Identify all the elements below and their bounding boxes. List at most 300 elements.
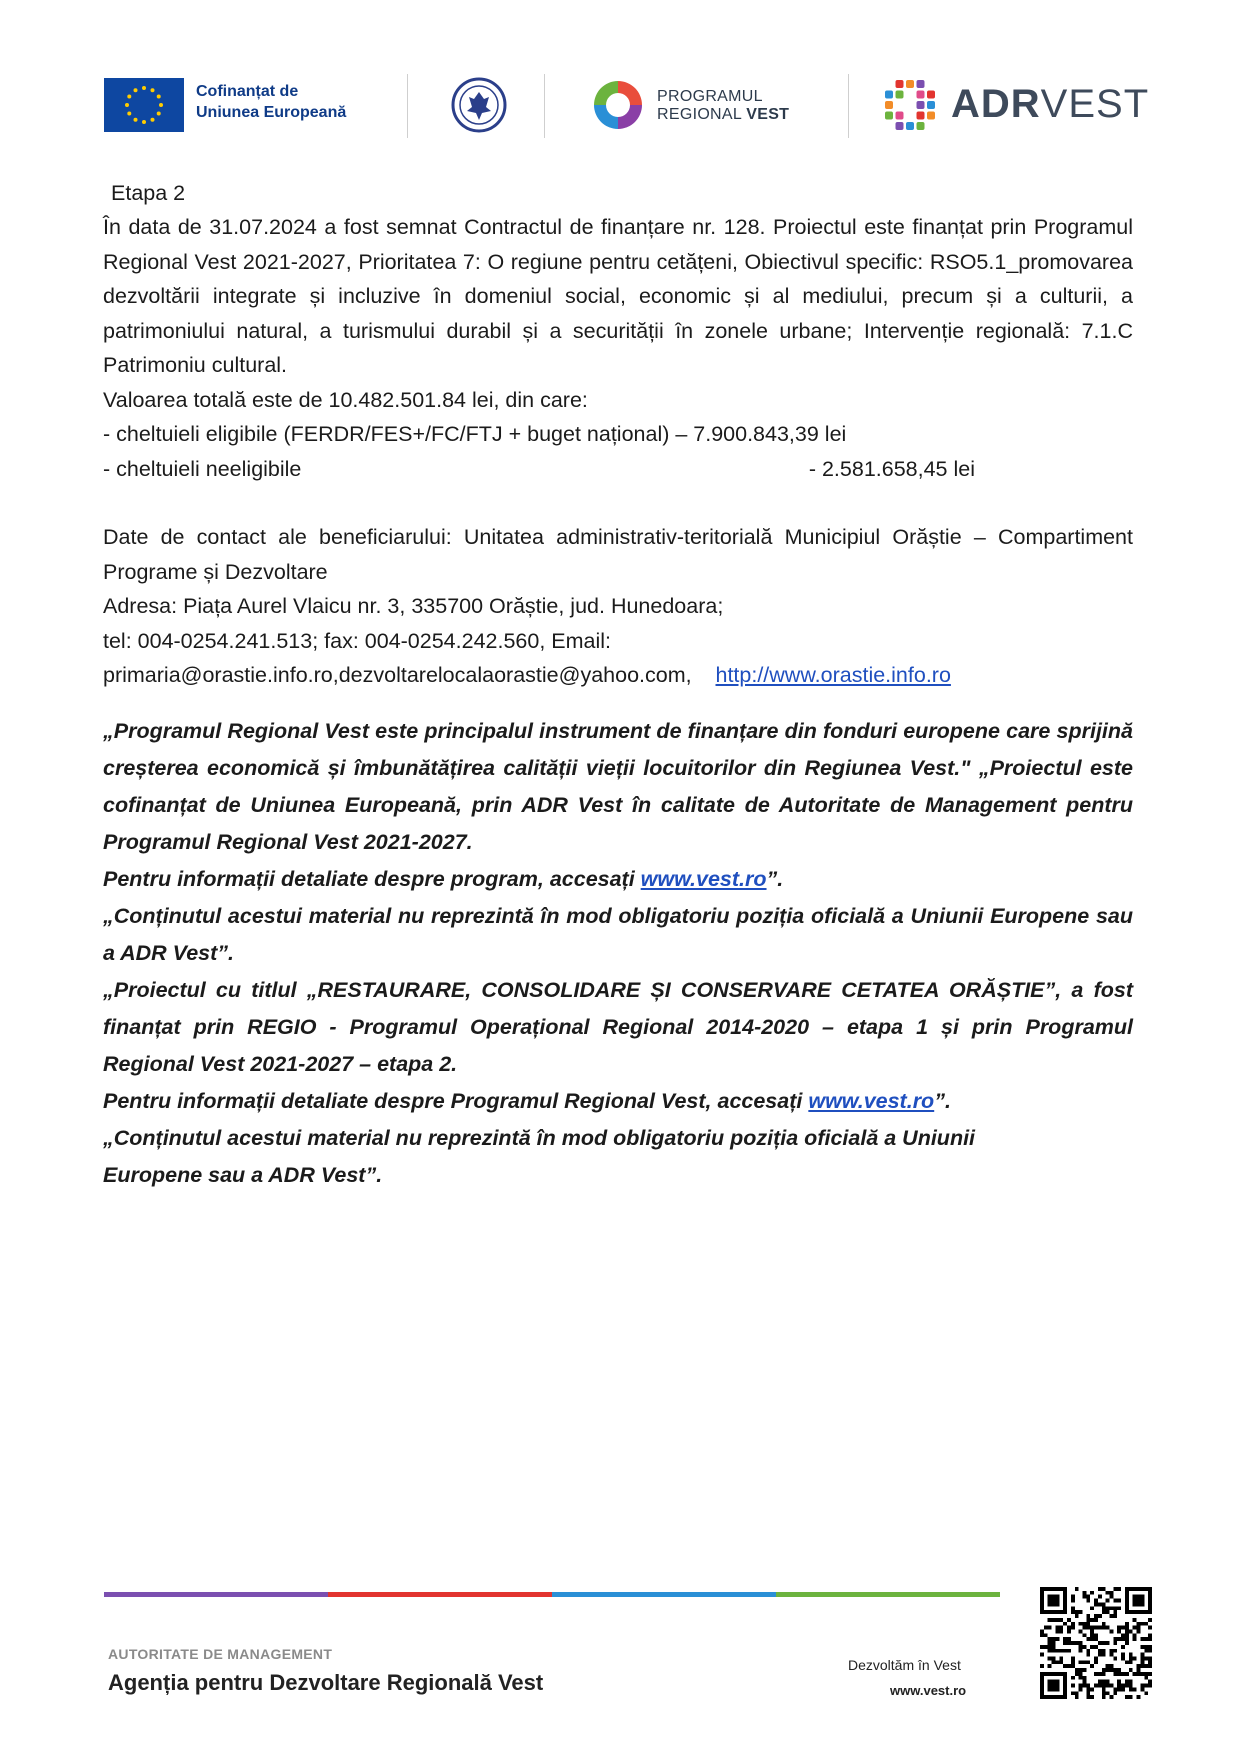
eu-star — [127, 95, 131, 99]
website-link[interactable]: http://www.orastie.info.ro — [715, 663, 951, 687]
qr-module — [1063, 1637, 1067, 1641]
total-value-line: Valoarea totală este de 10.482.501.84 lei, din care: — [103, 387, 588, 412]
qr-module — [1102, 1668, 1106, 1672]
qr-module — [1098, 1595, 1102, 1599]
qr-module — [1102, 1653, 1106, 1657]
qr-module — [1140, 1672, 1144, 1676]
prv-text-line1: PROGRAMUL — [657, 88, 763, 105]
qr-module — [1129, 1660, 1133, 1664]
qr-module — [1129, 1695, 1133, 1699]
qr-module — [1086, 1622, 1090, 1626]
qr-module — [1052, 1657, 1056, 1661]
footer-bar-blue — [552, 1592, 776, 1597]
email-line — [103, 658, 1133, 693]
eu-star — [157, 112, 161, 116]
qr-module — [1090, 1664, 1094, 1668]
qr-module — [1082, 1684, 1086, 1688]
qr-module — [1090, 1695, 1094, 1699]
qr-module — [1094, 1602, 1098, 1606]
adr-logo-dot — [885, 91, 893, 99]
qr-module — [1079, 1649, 1083, 1653]
qr-module — [1098, 1684, 1102, 1688]
adr-logo-dot — [896, 112, 904, 120]
qr-module — [1102, 1680, 1106, 1684]
logo-divider — [848, 74, 849, 138]
qr-module — [1129, 1687, 1133, 1691]
qr-module — [1082, 1645, 1086, 1649]
project-notice: „Proiectul cu titlul „RESTAURARE, CONSOLIDARE ȘI CONSERVARE CETATEA ORĂȘTIE”, a fost finanțat prin REGIO - Programul Operațional Regional 2014-2020 – etapa 1 și prin Programul Regional Vest 2021-2027 – etapa 2. — [103, 977, 1133, 1076]
eu-star — [134, 88, 138, 92]
qr-module — [1140, 1657, 1144, 1661]
qr-module — [1048, 1595, 1060, 1607]
qr-module — [1113, 1691, 1117, 1695]
adr-logo-dot — [927, 101, 935, 109]
qr-module — [1055, 1629, 1059, 1633]
qr-module — [1110, 1591, 1114, 1595]
qr-module — [1079, 1645, 1083, 1649]
eu-star — [142, 120, 146, 124]
qr-module — [1110, 1653, 1114, 1657]
qr-module — [1052, 1618, 1056, 1622]
qr-module — [1137, 1668, 1141, 1672]
qr-module — [1137, 1695, 1141, 1699]
eu-star — [151, 88, 155, 92]
qr-module — [1040, 1633, 1044, 1637]
qr-module — [1090, 1626, 1094, 1630]
qr-module — [1140, 1653, 1144, 1657]
qr-module — [1079, 1641, 1083, 1645]
qr-module — [1048, 1680, 1060, 1692]
qr-module — [1063, 1622, 1067, 1626]
qr-module — [1090, 1633, 1094, 1637]
program-notice: „Programul Regional Vest este principalul instrument de finanțare din fonduri europene care sprijină creșterea economică și îmbunătățirea calității vieții locuitorilor din Regiunea Vest." „Proiectul este cofinanțat de Uniunea Europeană, prin ADR Vest în calitate de Autoritate de Management pentru Programul Regional Vest 2021-2027. — [103, 718, 1133, 854]
qr-module — [1144, 1691, 1148, 1695]
qr-module — [1106, 1610, 1110, 1614]
qr-module — [1075, 1695, 1079, 1699]
qr-module — [1075, 1668, 1079, 1672]
qr-module — [1067, 1641, 1071, 1645]
address-line: Adresa: Piața Aurel Vlaicu nr. 3, 335700 Orăștie, jud. Hunedoara; — [103, 594, 724, 618]
email-addresses: primaria@orastie.info.ro,dezvoltarelocalaorastie@yahoo.com, — [103, 663, 692, 687]
qr-module — [1048, 1649, 1052, 1653]
qr-module — [1113, 1637, 1117, 1641]
qr-module — [1075, 1641, 1079, 1645]
qr-module — [1094, 1660, 1098, 1664]
qr-module — [1121, 1687, 1125, 1691]
qr-module — [1144, 1622, 1148, 1626]
qr-module — [1067, 1637, 1071, 1641]
qr-module — [1117, 1684, 1121, 1688]
qr-module — [1117, 1629, 1121, 1633]
qr-module — [1137, 1626, 1141, 1630]
qr-module — [1129, 1653, 1133, 1657]
qr-module — [1106, 1626, 1110, 1630]
qr-module — [1148, 1680, 1152, 1684]
qr-module — [1110, 1606, 1114, 1610]
qr-module — [1113, 1657, 1117, 1661]
qr-module — [1113, 1606, 1117, 1610]
qr-module — [1117, 1672, 1121, 1676]
prv-text-line2: REGIONAL — [657, 106, 747, 123]
qr-module — [1121, 1684, 1125, 1688]
qr-module — [1144, 1637, 1148, 1641]
qr-module — [1129, 1657, 1133, 1661]
qr-module — [1110, 1664, 1114, 1668]
qr-module — [1133, 1626, 1137, 1630]
qr-module — [1082, 1676, 1086, 1680]
qr-module — [1113, 1668, 1117, 1672]
qr-module — [1133, 1637, 1137, 1641]
adr-text-bold: ADR — [951, 82, 1041, 126]
qr-module — [1098, 1614, 1102, 1618]
qr-module — [1098, 1587, 1102, 1591]
adr-logo-dot — [885, 101, 893, 109]
qr-module — [1117, 1637, 1121, 1641]
qr-module — [1067, 1618, 1071, 1622]
qr-module — [1102, 1606, 1106, 1610]
qr-module — [1140, 1645, 1144, 1649]
qr-module — [1094, 1645, 1098, 1649]
qr-module — [1052, 1649, 1056, 1653]
adr-logo-dot — [917, 80, 925, 88]
qr-module — [1140, 1687, 1144, 1691]
document-body — [103, 176, 1133, 1194]
qr-module — [1140, 1637, 1144, 1641]
qr-module — [1106, 1591, 1110, 1595]
footer-tagline: Dezvoltăm în Vest — [848, 1657, 961, 1673]
qr-module — [1090, 1629, 1094, 1633]
qr-module — [1079, 1660, 1083, 1664]
phone-line: tel: 004-0254.241.513; fax: 004-0254.242.560, Email: — [103, 628, 612, 653]
qr-module — [1102, 1649, 1106, 1653]
qr-module — [1125, 1633, 1129, 1637]
qr-module — [1082, 1595, 1086, 1599]
qr-module — [1144, 1676, 1148, 1680]
qr-module — [1044, 1645, 1048, 1649]
qr-module — [1106, 1691, 1110, 1695]
qr-module — [1106, 1680, 1110, 1684]
qr-module — [1110, 1629, 1114, 1633]
qr-module — [1110, 1649, 1114, 1653]
qr-module — [1079, 1687, 1083, 1691]
qr-module — [1148, 1664, 1152, 1668]
qr-module — [1086, 1626, 1090, 1630]
qr-module — [1071, 1595, 1075, 1599]
adr-logo-dot — [917, 101, 925, 109]
qr-module — [1137, 1629, 1141, 1633]
qr-module — [1071, 1676, 1075, 1680]
qr-module — [1086, 1695, 1090, 1699]
qr-module — [1137, 1672, 1141, 1676]
qr-module — [1071, 1610, 1075, 1614]
qr-module — [1063, 1641, 1067, 1645]
qr-module — [1121, 1626, 1125, 1630]
qr-module — [1090, 1687, 1094, 1691]
eu-text-line1: Cofinanțat de — [196, 83, 299, 100]
qr-module — [1110, 1614, 1114, 1618]
qr-module — [1086, 1649, 1090, 1653]
qr-module — [1117, 1599, 1121, 1603]
qr-module — [1040, 1653, 1044, 1657]
ineligible-costs-line — [103, 452, 975, 487]
ineligible-costs-value: - 2.581.658,45 lei — [808, 456, 975, 481]
qr-module — [1040, 1664, 1044, 1668]
qr-module — [1075, 1672, 1079, 1676]
qr-module — [1110, 1684, 1114, 1688]
qr-module — [1125, 1695, 1129, 1699]
qr-module — [1059, 1629, 1063, 1633]
qr-module — [1048, 1626, 1052, 1630]
adr-logo-dot — [917, 112, 925, 120]
qr-module — [1086, 1614, 1090, 1618]
qr-module — [1086, 1595, 1090, 1599]
qr-module — [1055, 1618, 1059, 1622]
footer-bar-red — [328, 1592, 552, 1597]
contact-paragraph: Date de contact ale beneficiarului: Unitatea administrativ-teritorială Municipiul Orăștie – Compartiment Programe și Dezvoltare — [103, 525, 1133, 584]
qr-module — [1148, 1657, 1152, 1661]
qr-module — [1144, 1649, 1148, 1653]
eu-text-line2: Uniunea Europeană — [196, 104, 347, 121]
qr-module — [1102, 1610, 1106, 1614]
qr-module — [1055, 1637, 1059, 1641]
notice-block — [103, 713, 1133, 1194]
qr-module — [1098, 1672, 1102, 1676]
qr-module — [1133, 1633, 1137, 1637]
qr-module — [1129, 1629, 1133, 1633]
qr-module — [1059, 1626, 1063, 1630]
qr-module — [1086, 1684, 1090, 1688]
qr-module — [1082, 1633, 1086, 1637]
qr-module — [1067, 1664, 1071, 1668]
qr-module — [1086, 1653, 1090, 1657]
qr-module — [1082, 1626, 1086, 1630]
qr-module — [1144, 1657, 1148, 1661]
qr-module — [1082, 1622, 1086, 1626]
qr-module — [1059, 1649, 1063, 1653]
qr-module — [1055, 1649, 1059, 1653]
qr-module — [1067, 1649, 1071, 1653]
adr-logo-dot — [917, 122, 925, 130]
qr-module — [1098, 1680, 1102, 1684]
qr-module — [1094, 1626, 1098, 1630]
qr-module — [1044, 1626, 1048, 1630]
qr-module — [1071, 1660, 1075, 1664]
qr-module — [1098, 1649, 1102, 1653]
qr-module — [1148, 1626, 1152, 1630]
qr-module — [1148, 1637, 1152, 1641]
qr-module — [1113, 1587, 1117, 1591]
qr-module — [1052, 1660, 1056, 1664]
qr-module — [1117, 1626, 1121, 1630]
qr-module — [1082, 1660, 1086, 1664]
adr-logo-dot — [917, 91, 925, 99]
qr-module — [1121, 1653, 1125, 1657]
programul-regional-vest-logo-icon — [590, 77, 646, 133]
qr-module — [1110, 1595, 1114, 1599]
logo-divider — [544, 74, 545, 138]
qr-module — [1086, 1637, 1090, 1641]
qr-module — [1052, 1645, 1056, 1649]
qr-module — [1133, 1687, 1137, 1691]
qr-module — [1086, 1691, 1090, 1695]
qr-module — [1117, 1668, 1121, 1672]
qr-module — [1106, 1684, 1110, 1688]
qr-module — [1067, 1626, 1071, 1630]
footer-bar-purple — [104, 1592, 328, 1597]
qr-module — [1079, 1684, 1083, 1688]
qr-module — [1071, 1641, 1075, 1645]
qr-module — [1125, 1641, 1129, 1645]
qr-module — [1113, 1687, 1117, 1691]
adr-logo-dot — [896, 91, 904, 99]
qr-module — [1129, 1684, 1133, 1688]
info-text-end: ”. — [766, 866, 784, 891]
vest-link-2[interactable]: www.vest.ro — [808, 1088, 935, 1113]
qr-module — [1102, 1691, 1106, 1695]
program-info-line-2 — [103, 1083, 1133, 1120]
qr-module — [1071, 1622, 1075, 1626]
qr-module — [1090, 1645, 1094, 1649]
adr-logo-dot — [927, 112, 935, 120]
qr-module — [1137, 1664, 1141, 1668]
qr-module — [1102, 1641, 1106, 1645]
qr-module — [1048, 1645, 1052, 1649]
qr-module — [1129, 1668, 1133, 1672]
eu-star — [125, 103, 129, 107]
adr-logo-dot — [906, 80, 914, 88]
eu-star — [127, 112, 131, 116]
government-seal-icon — [451, 77, 507, 133]
qr-module — [1044, 1633, 1048, 1637]
qr-module — [1048, 1657, 1052, 1661]
eu-star — [157, 95, 161, 99]
qr-module — [1106, 1664, 1110, 1668]
disclaimer-2-line2: Europene sau a ADR Vest”. — [103, 1162, 383, 1187]
qr-module — [1113, 1614, 1117, 1618]
qr-module — [1137, 1622, 1141, 1626]
qr-module — [1055, 1626, 1059, 1630]
adr-logo-dot — [896, 122, 904, 130]
qr-module — [1148, 1645, 1152, 1649]
qr-module — [1148, 1649, 1152, 1653]
management-authority-label: AUTORITATE DE MANAGEMENT — [108, 1646, 333, 1662]
eu-cofinancing-text — [196, 81, 346, 123]
info-text-end: ”. — [934, 1088, 951, 1113]
qr-module — [1125, 1622, 1129, 1626]
qr-module — [1063, 1649, 1067, 1653]
qr-module — [1113, 1599, 1117, 1603]
disclaimer-2-line1: „Conținutul acestui material nu reprezintă în mod obligatoriu poziția oficială a Uniunii — [103, 1125, 976, 1150]
qr-module — [1048, 1641, 1052, 1645]
qr-module — [1098, 1653, 1102, 1657]
qr-module — [1059, 1660, 1063, 1664]
qr-module — [1075, 1587, 1079, 1591]
qr-module — [1125, 1626, 1129, 1630]
qr-module — [1110, 1668, 1114, 1672]
qr-module — [1113, 1610, 1117, 1614]
qr-module — [1117, 1687, 1121, 1691]
qr-module — [1144, 1645, 1148, 1649]
qr-module — [1040, 1645, 1044, 1649]
qr-module — [1113, 1641, 1117, 1645]
qr-module — [1079, 1668, 1083, 1672]
qr-module — [1144, 1684, 1148, 1688]
vest-link[interactable]: www.vest.ro — [640, 866, 767, 891]
qr-module — [1075, 1614, 1079, 1618]
qr-module — [1148, 1684, 1152, 1688]
qr-module — [1106, 1606, 1110, 1610]
qr-module — [1102, 1626, 1106, 1630]
qr-module — [1071, 1599, 1075, 1603]
eu-star — [159, 103, 163, 107]
eligible-costs-line: - cheltuieli eligibile (FERDR/FES+/FC/FTJ + buget național) – 7.900.843,39 lei — [103, 422, 847, 446]
qr-module — [1102, 1622, 1106, 1626]
footer-bar-green — [776, 1592, 1000, 1597]
qr-module — [1048, 1618, 1052, 1622]
qr-module — [1121, 1657, 1125, 1661]
adr-logo-dot — [906, 122, 914, 130]
disclaimer-1: „Conținutul acestui material nu reprezintă în mod obligatoriu poziția oficială a Uniunii Europene sau a ADR Vest”. — [103, 903, 1133, 965]
qr-module — [1133, 1618, 1137, 1622]
qr-module — [1102, 1587, 1106, 1591]
qr-module — [1071, 1626, 1075, 1630]
qr-module — [1140, 1622, 1144, 1626]
qr-module — [1079, 1672, 1083, 1676]
qr-module — [1059, 1657, 1063, 1661]
qr-module — [1063, 1664, 1067, 1668]
qr-module — [1148, 1618, 1152, 1622]
info-text: Pentru informații detaliate despre Programul Regional Vest, accesați — [103, 1088, 809, 1113]
qr-module — [1102, 1687, 1106, 1691]
qr-code-icon — [1040, 1587, 1152, 1699]
adr-vest-dots-icon — [882, 77, 938, 133]
qr-module — [1125, 1684, 1129, 1688]
qr-module — [1125, 1629, 1129, 1633]
qr-module — [1048, 1664, 1052, 1668]
adr-logo-dot — [927, 91, 935, 99]
qr-module — [1048, 1637, 1052, 1641]
qr-module — [1052, 1637, 1056, 1641]
qr-module — [1102, 1695, 1106, 1699]
qr-module — [1086, 1618, 1090, 1622]
qr-module — [1071, 1691, 1075, 1695]
qr-module — [1079, 1676, 1083, 1680]
qr-module — [1125, 1637, 1129, 1641]
qr-module — [1148, 1633, 1152, 1637]
adr-vest-wordmark — [951, 82, 1149, 126]
qr-module — [1079, 1610, 1083, 1614]
qr-module — [1090, 1591, 1094, 1595]
qr-module — [1121, 1645, 1125, 1649]
qr-module — [1071, 1684, 1075, 1688]
qr-module — [1148, 1672, 1152, 1676]
qr-module — [1144, 1664, 1148, 1668]
qr-module — [1090, 1618, 1094, 1622]
adr-text-light: VEST — [1040, 82, 1150, 126]
qr-module — [1094, 1657, 1098, 1661]
adr-logo-dot — [885, 112, 893, 120]
qr-module — [1094, 1618, 1098, 1622]
qr-module — [1125, 1680, 1129, 1684]
qr-module — [1106, 1641, 1110, 1645]
qr-module — [1079, 1622, 1083, 1626]
qr-module — [1102, 1602, 1106, 1606]
qr-module — [1148, 1660, 1152, 1664]
qr-module — [1121, 1637, 1125, 1641]
qr-module — [1133, 1595, 1145, 1607]
qr-module — [1129, 1680, 1133, 1684]
qr-module — [1106, 1599, 1110, 1603]
